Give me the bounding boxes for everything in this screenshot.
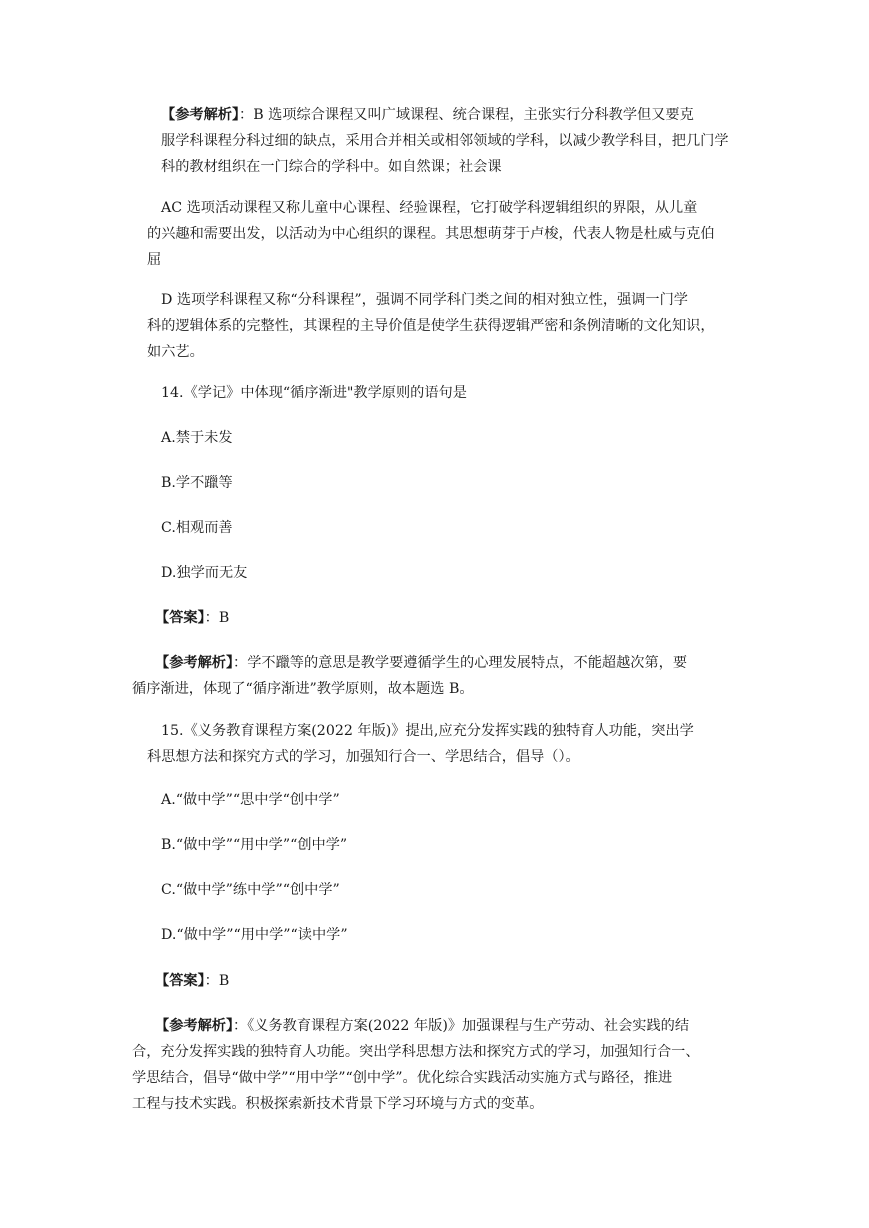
analysis-text: 科的逻辑体系的完整性，其课程的主导价值是使学生获得逻辑严密和条例清晰的文化知识，: [147, 318, 715, 334]
question-14-option-c: C.相观而善: [161, 520, 233, 536]
analysis-text: 学思结合，倡导“做中学”“用中学”“创中学”。优化综合实践活动实施方式与路径，推进: [132, 1070, 673, 1086]
analysis-text: D 选项学科课程又称“分科课程”，强调不同学科门类之间的相对独立性，强调一门学: [161, 292, 688, 308]
answer-value: ：B: [204, 973, 230, 989]
question-15-option-c: C.“做中学”练中学”“创中学”: [161, 882, 340, 898]
analysis-text: ：B 选项综合课程又叫广域课程、统合课程，主张实行分科教学但又要克: [239, 107, 694, 123]
analysis-label: 【参考解析】: [155, 655, 234, 671]
question-15-stem-line: 科思想方法和探究方式的学习，加强知行合一、学思结合，倡导（）。: [147, 749, 580, 765]
answer-label: 【答案】: [155, 610, 205, 626]
question-15-option-a: A.“做中学”“思中学“创中学”: [161, 792, 340, 808]
question-14-option-b: B.学不躐等: [161, 475, 233, 491]
question-15-answer: [155, 968, 715, 994]
question-15-analysis: [132, 1013, 715, 1117]
question-14-option-d: D.独学而无友: [161, 565, 248, 581]
analysis-ac-paragraph: [147, 195, 721, 273]
analysis-label: 【参考解析】: [161, 107, 240, 123]
analysis-text: 屈: [147, 252, 162, 268]
analysis-text: 的兴趣和需要出发，以活动为中心组织的课程。其思想萌芽于卢梭，代表人物是杜威与克伯: [147, 226, 715, 242]
analysis-text: ：学不躐等的意思是教学要遵循学生的心理发展特点，不能超越次第，要: [233, 655, 688, 671]
question-15-stem: [147, 718, 721, 770]
analysis-text: 服学科课程分科过细的缺点，采用合并相关或相邻领域的学科，以减少教学科目，把几门学: [161, 133, 729, 149]
question-14-stem: 14.《学记》中体现“循序渐进"教学原则的语句是: [161, 385, 467, 401]
analysis-text: 循序渐进，体现了“循序渐进”教学原则，故本题选 B。: [132, 681, 474, 697]
analysis-text: AC 选项活动课程又称儿童中心课程、经验课程，它打破学科逻辑组织的界限，从儿童: [161, 200, 698, 216]
analysis-label: 【参考解析】: [155, 1018, 234, 1034]
answer-label: 【答案】: [155, 973, 205, 989]
analysis-text: 合，充分发挥实践的独特育人功能。突出学科思想方法和探究方式的学习，加强知行合一、: [132, 1044, 700, 1060]
analysis-b-paragraph: [161, 102, 729, 180]
question-15-option-b: B.“做中学”“用中学”“创中学”: [161, 837, 348, 853]
analysis-text: 科的教材组织在一门综合的学科中。如自然课；社会课: [161, 159, 502, 175]
analysis-text: 工程与技术实践。积极探索新技术背景下学习环境与方式的变革。: [132, 1096, 544, 1112]
question-14-answer: [155, 605, 715, 631]
question-14-analysis: [132, 650, 715, 702]
analysis-text: 如六艺。: [147, 344, 204, 360]
analysis-d-paragraph: [147, 287, 721, 365]
analysis-text: ：《义务教育课程方案(2022 年版)》加强课程与生产劳动、社会实践的结: [233, 1018, 690, 1034]
question-15-stem-line: 15.《义务教育课程方案(2022 年版)》提出,应充分发挥实践的独特育人功能，突出学: [161, 723, 694, 739]
answer-value: ：B: [204, 610, 230, 626]
question-14-option-a: A.禁于未发: [161, 430, 233, 446]
question-15-option-d: D.“做中学”“用中学”“读中学”: [161, 927, 348, 943]
